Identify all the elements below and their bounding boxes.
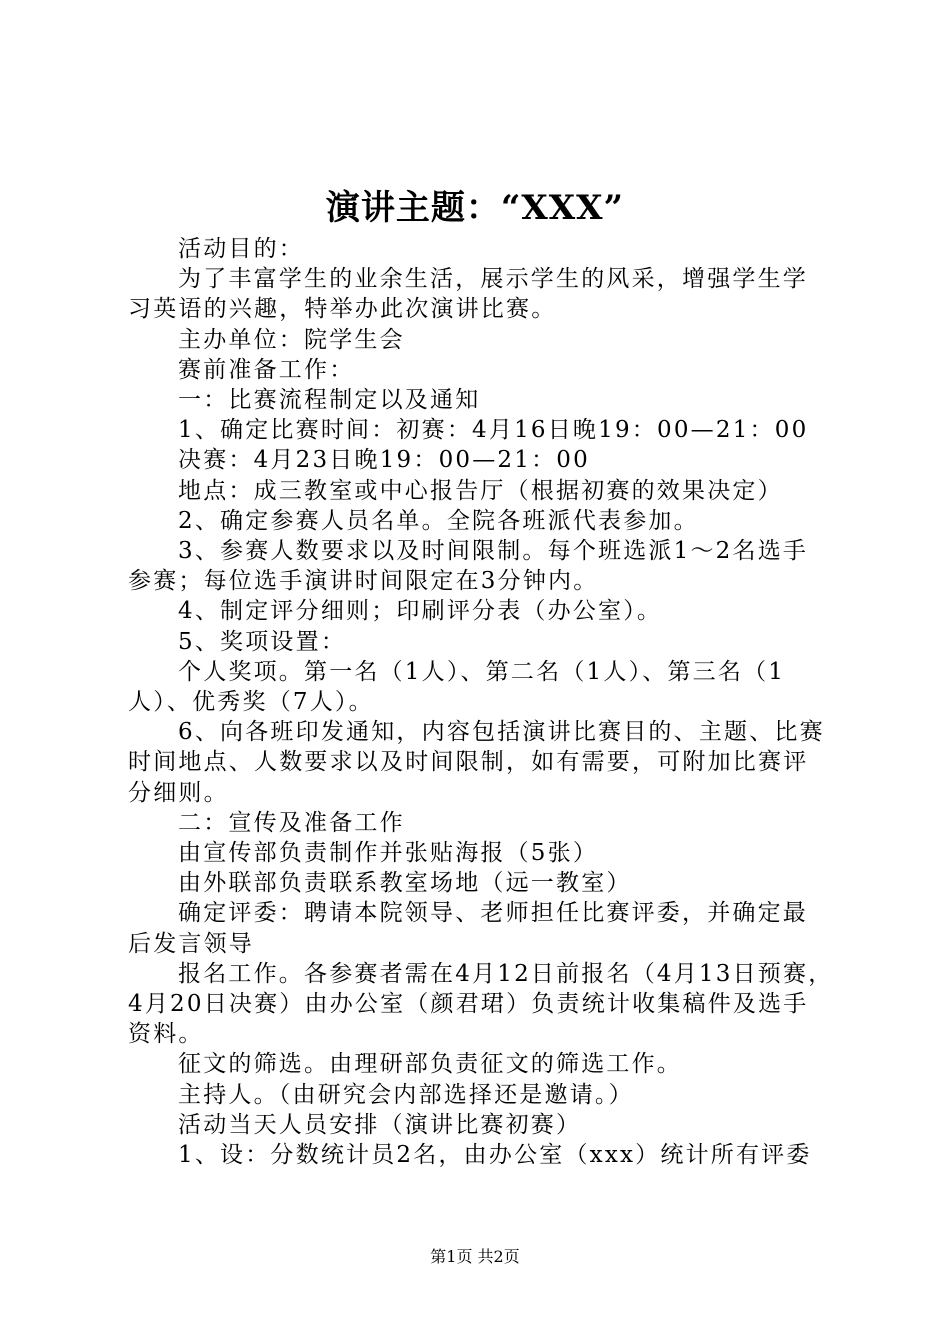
document-title: 演讲主题：“XXX” xyxy=(325,188,625,228)
body-line: 习英语的兴趣，特举办此次演讲比赛。 xyxy=(128,296,557,323)
body-line: 个人奖项。第一名（1人）、第二名（1人）、第三名（1 xyxy=(178,658,786,685)
body-line: 2、确定参赛人员名单。全院各班派代表参加。 xyxy=(178,507,699,534)
body-line: 决赛：4月23日晚19：00—21：00 xyxy=(178,447,590,474)
body-line: 一：比赛流程制定以及通知 xyxy=(178,387,481,414)
body-line: 由外联部负责联系教室场地（远一教室） xyxy=(178,870,632,897)
body-line: 6、向各班印发通知，内容包括演讲比赛目的、主题、比赛 xyxy=(178,719,825,746)
body-line: 活动目的： xyxy=(178,236,304,262)
page-footer: 第1页 共2页 xyxy=(430,1247,520,1266)
body-line: 主办单位：院学生会 xyxy=(178,326,405,353)
body-line: 主持人。（由研究会内部选择还是邀请。） xyxy=(178,1081,634,1108)
body-line: 时间地点、人数要求以及时间限制，如有需要，可附加比赛评 xyxy=(128,749,809,776)
body-line: 资料。 xyxy=(128,1021,204,1048)
body-line: 活动当天人员安排（演讲比赛初赛） xyxy=(178,1111,582,1138)
document-body xyxy=(128,234,838,1170)
body-line: 1、确定比赛时间：初赛：4月16日晚19：00—21：00 xyxy=(178,417,809,444)
body-line: 征文的筛选。由理研部负责征文的筛选工作。 xyxy=(178,1051,682,1078)
body-line: 5、奖项设置： xyxy=(178,628,347,655)
body-line: 1、设：分数统计员2名，由办公室（xxx）统计所有评委 xyxy=(178,1142,812,1169)
body-line: 3、参赛人数要求以及时间限制。每个班选派1～2名选手 xyxy=(178,538,809,565)
body-line: 4、制定评分细则；印刷评分表（办公室）。 xyxy=(178,598,663,625)
body-line: 报名工作。各参赛者需在4月12日前报名（4月13日预赛， xyxy=(178,960,834,987)
body-line: 为了丰富学生的业余生活，展示学生的风采，增强学生学 xyxy=(178,266,808,293)
body-line: 赛前准备工作： xyxy=(178,356,355,383)
body-line: 分细则。 xyxy=(128,779,229,806)
body-line: 由宣传部负责制作并张贴海报（5张） xyxy=(178,840,599,867)
body-line: 4月20日决赛）由办公室（颜君珺）负责统计收集稿件及选手 xyxy=(128,991,809,1018)
body-line: 确定评委：聘请本院领导、老师担任比赛评委，并确定最 xyxy=(178,900,808,927)
body-line: 参赛；每位选手演讲时间限定在3分钟内。 xyxy=(128,568,599,595)
body-line: 人）、优秀奖（7人）。 xyxy=(128,689,374,716)
body-line: 地点：成三教室或中心报告厅（根据初赛的效果决定） xyxy=(178,477,783,504)
body-line: 二：宣传及准备工作 xyxy=(178,809,405,836)
body-line: 后发言领导 xyxy=(128,930,254,957)
